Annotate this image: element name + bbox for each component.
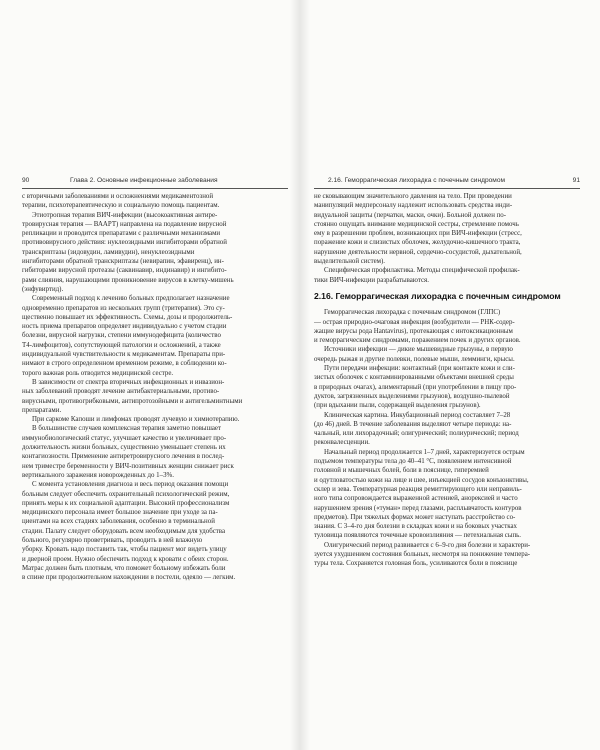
text-line: препаратами. [22,406,62,414]
text-line: — острая природно-очаговая инфекция (возбудители — РНК-содер- [314,318,515,326]
text-line: гибиторами вирусной протеазы (саквинавир, индинавир) и ингибито- [22,267,227,275]
text-line: Специфическая профилактика. Методы специфической профилак- [324,267,520,275]
left-body-text [22,192,288,582]
text-line: Пути передачи инфекции: контактный (при контакте кожи и сли- [324,365,515,373]
right-text-before-heading [314,192,586,285]
text-line: иммунобиологический статус, улучшает качество и увеличивает про- [22,434,227,442]
right-body-text [314,192,586,569]
text-line: больным следует обеспечить охранительный психологический режим, [22,490,230,498]
text-line: нимают в строго определенном временном режиме, в соблюдении ко- [22,360,227,368]
text-line: головной и мышечных болей, боли в пояснице, гиперемией [314,467,489,475]
text-line: зистых оболочек с контаминированными объектами внешней среды [314,374,514,382]
text-line: Источники инфекции — дикие мышевидные грызуны, в первую [324,346,513,354]
text-line: жащие вирусы рода Hantavirus), протекающая с интоксикационным [314,327,513,335]
right-page [300,0,600,750]
text-line: принять меры к их социальной адаптации. Высокий профессионализм [22,499,230,507]
text-line: В зависимости от спектра вторичных инфекционных и инвазион- [32,378,225,386]
text-line: очередь рыжая и другие полевки, полевые мыши, лемминги, крысы. [314,355,515,363]
left-page-header [22,176,288,189]
text-line: Т4-лимфоцитов), сопутствующей патологии и осложнений, а также [22,341,221,349]
text-line: ность приема препаратов определяет индивидуально с учетом стадии [22,323,227,331]
text-line: противовирусного действия: нуклеозидными ингибиторами обратной [22,239,227,247]
text-line: вертикального заражения новорожденных до 1–3%. [22,471,174,479]
text-line: Этиотропная терапия ВИЧ-инфекции (высокоактивная антире- [32,211,218,219]
right-text-after-heading [314,308,586,568]
text-line: туловища появляются точечные кровоизлияния — петехиальная сыпь. [314,532,522,540]
text-line: (до 46) дней. В течение заболевания выделяют четыре периода: на- [314,420,512,428]
text-line: нем триместре беременности у ВИЧ-позитивных женщин снижает риск [22,462,234,470]
text-line: тровирусная терапия — ВААРТ) направлена на подавление вирусной [22,220,227,228]
text-line: и геморрагическим синдромами, поражением почек и других органов. [314,337,521,345]
text-line: болезни, вирусной нагрузки, степени иммунодефицита (количество [22,332,221,340]
text-line: манипуляций медперсоналу надлежит использовать средства инди- [314,202,513,210]
text-line: реконвалесценции. [314,439,370,447]
text-line: и одутловатостью кожи на лице и шее, инъекцией сосудов конъюнктивы, [314,476,529,484]
text-line: выделительной систем). [314,258,386,266]
right-page-header [314,176,580,189]
text-line: терапии, психотерапевтическую и социальную помощь пациентам. [22,202,220,210]
text-line: уборку. Кровать надо поставить так, чтобы пациент мог видеть улицу [22,546,227,554]
text-line: Современный подход к лечению больных предполагает назначение [32,295,230,303]
right-page-number: 91 [572,177,580,184]
text-line: вирусными, противогрибковыми, антипротозойными и антигельминтными [22,397,243,405]
text-line: При саркоме Капоши и лимфомах проводят лучевую и химиотерапию. [32,416,240,424]
text-line: Клиническая картина. Инкубационный период составляет 7–28 [324,411,511,419]
text-line: С момента установления диагноза и весь период оказания помощи [32,481,229,489]
text-line: ингибиторами обратной транскриптазы (невирапин, эфавиренц), ин- [22,258,224,266]
text-line: нарушение деятельности нервной, сердечно-сосудистой, дыхательной, [314,248,522,256]
text-line: тики ВИЧ-инфекции разрабатываются. [314,276,429,284]
text-line: торого важная роль отводится медицинской сестре. [22,369,174,377]
text-line: одновременно препаратов из нескольких групп (тритерапия). Это су- [22,304,225,312]
text-line: Геморрагическая лихорадка с почечным синдромом (ГЛПС) [324,309,501,317]
text-line: подъемом температуры тела до 40–41 °С, появлением интенсивной [314,458,512,466]
section-heading: 2.16. Геморрагическая лихорадка с почечным синдромом [314,290,561,301]
text-line: (при вдыхании пыли, содержащей выделения грызунов). [314,402,481,410]
text-line: ного типа сопровождается выраженной астенией, анорексией и часто [314,495,518,503]
text-line: стадии. Палату следует оборудовать всем необходимым для удобства [22,527,226,535]
text-line: предметов). При тяжелых формах может наступать расстройство со- [314,513,516,521]
text-line: в природных очагах), алиментарный (при употреблении в пищу про- [314,383,517,391]
text-line: знания. С 3–4-го дня болезни в складках кожи и на боковых участках [314,523,517,531]
left-page-number: 90 [22,177,30,184]
book-gutter [290,0,310,750]
text-line: в спине при продолжительном нахождении в постели, одеяло — легким. [22,574,236,582]
left-running-title: Глава 2. Основные инфекционные заболевания [70,177,218,184]
text-line: с вторичными заболеваниями и осложнениями медикаментозной [22,193,214,200]
text-line: щественно повышает их эффективность. Схемы, дозы и продолжитель- [22,313,233,321]
text-line: чальный, или лихорадочный; олигурический; полиурический; период [314,430,519,438]
text-line: циентами на всех стадиях заболевания, особенно в терминальной [22,518,215,526]
text-line: ему в разрешении проблем, возникающих при ВИЧ-инфекции (стресс, [314,230,522,238]
text-line: медицинского персонала имеет большое значение при уходе за па- [22,509,218,517]
text-line: зуется ухудшением состояния больных, несмотря на понижение темпера- [314,550,531,558]
text-line: склер и зева. Температурная реакция ремиттирующего или неправиль- [314,485,522,493]
text-line: не сковывающим значительного давления на тело. При проведении [314,193,512,200]
text-line: дуктов, загрязненных выделениями грызунов), воздушно-пылевой [314,392,510,400]
text-line: Олигурический период развивается с 6–9-го дня болезни и характери- [324,541,531,549]
text-line: транскриптазы (зидовудин, ламивудин), ненуклеозидными [22,248,195,256]
text-line: стоянно ощущать внимание медицинской сестры, стремление помочь [314,220,519,228]
text-line: репликации и проводится препаратами с различными механизмами [22,230,221,238]
right-running-title: 2.16. Геморрагическая лихорадка с почечным синдромом [328,177,506,184]
text-line: должительность жизни больных, существенно уменьшает степень их [22,444,226,452]
text-line: и дверной проем. Нужно обеспечить подход к кровати с обеих сторон. [22,555,229,563]
text-line: рами слияния, нарушающими проникновение вирусов в клетку-мишень [22,276,234,284]
text-line: ных заболеваний проводят лечение антибактериальными, противо- [22,388,220,396]
text-line: видуальной защиты (перчатки, маски, очки). Больной должен по- [314,211,507,219]
text-line: поражение кожи и слизистых оболочек, желудочно-кишечного тракта, [314,239,521,247]
text-line: индивидуальной чувствительности к медикаментам. Препараты при- [22,351,226,359]
text-line: нарушением зрения («туман» перед глазами, расплывчатость контуров [314,504,522,512]
text-line: В большинстве случаев комплексная терапия заметно повышает [32,425,221,433]
text-line: (энфувиртид). [22,285,64,293]
text-line: Матрас должен быть плотным, что поможет больному избежать боли [22,564,226,572]
text-line: Начальный период продолжается 1–7 дней, характеризуется острым [324,448,525,456]
text-line: больного, регулярно проветривать, проводить в ней влажную [22,536,203,544]
text-line: туры тела. Сохраняется головная боль, усиливаются боли в пояснице [314,560,518,568]
text-line: контагиозности. Применение антиретровирусного лечения в послед- [22,453,225,461]
